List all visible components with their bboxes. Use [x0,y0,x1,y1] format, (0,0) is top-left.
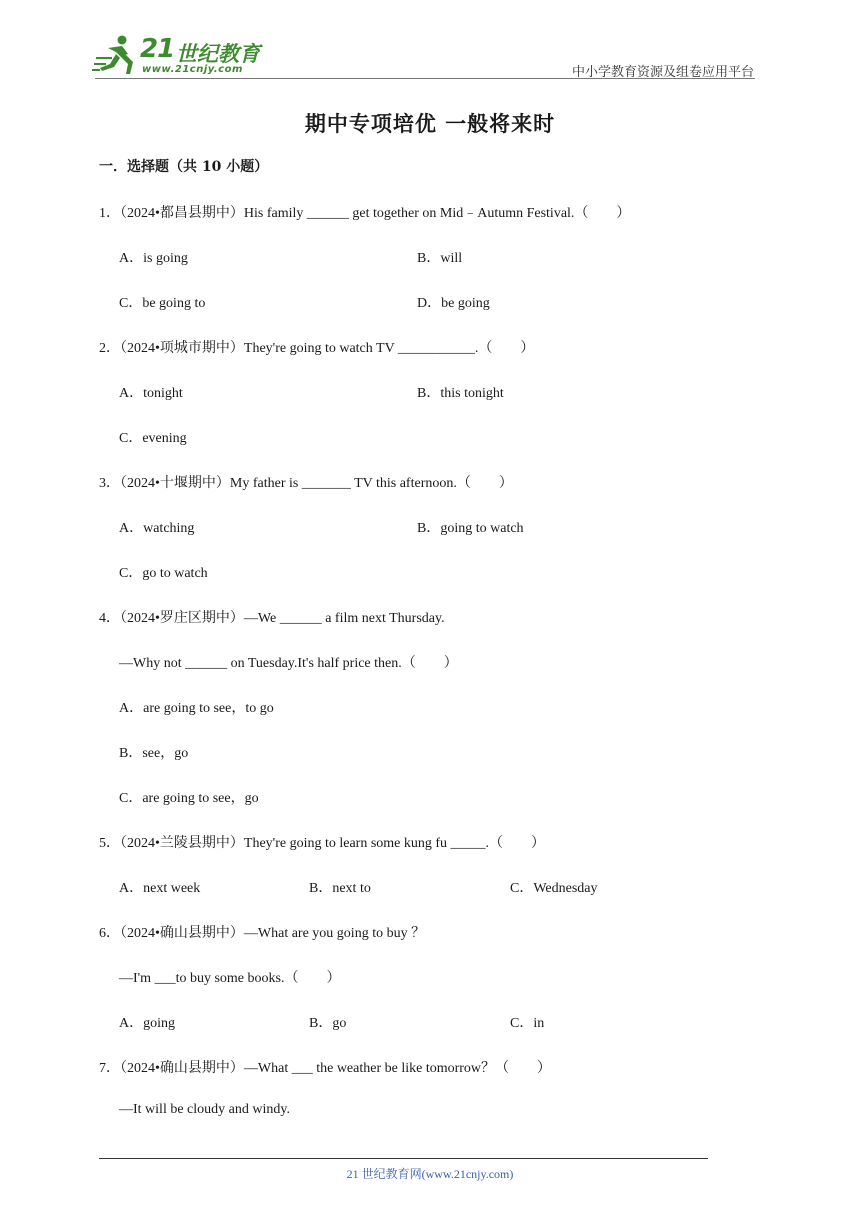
footer-link[interactable]: 21 世纪教育网(www.21cnjy.com) [346,1167,514,1181]
question-5-option-b[interactable]: B．next to [309,881,371,896]
question-3-option-b[interactable]: B．going to watch [417,521,524,536]
page-title: 期中专项培优 一般将来时 [304,111,556,136]
question-1-option-b[interactable]: B．will [417,251,463,266]
question-2-option-a[interactable]: A．tonight [119,386,183,401]
question-2-option-b[interactable]: B．this tonight [417,386,504,401]
question-5-option-c[interactable]: C．Wednesday [510,881,598,896]
question-4-stem: 4．（2024•罗庄区期中）—We ______ a film next Thursday. [99,611,445,626]
header-divider [95,78,755,79]
question-4-option-b[interactable]: B．see，go [119,746,189,761]
question-1-option-d[interactable]: D．be going [417,296,490,311]
question-4-option-a[interactable]: A．are going to see，to go [119,701,274,716]
question-5-option-a[interactable]: A．next week [119,881,201,896]
question-1-stem: 1．（2024•都昌县期中）His family ______ get together on Mid﹣Autumn Festival.（ ） [99,206,631,221]
question-6-stem: 6．（2024•确山县期中）—What are you going to buy ？ [99,926,426,941]
question-3-stem: 3．（2024•十堰期中）My father is _______ TV this afternoon.（ ） [99,476,513,491]
question-6-stem-2: —I'm ___to buy some books.（ ） [119,971,341,986]
question-1-option-c[interactable]: C．be going to [119,296,206,311]
logo-name: 世纪教育 [176,42,260,66]
logo [92,34,262,78]
question-1-option-a[interactable]: A．is going [119,251,188,266]
question-2-stem: 2．（2024•项城市期中）They're going to watch TV ___________.（ ） [99,341,535,356]
question-6-option-a[interactable]: A．going [119,1016,175,1031]
runner-icon [92,34,140,78]
footer-divider [99,1158,708,1159]
question-2-option-c[interactable]: C．evening [119,431,187,446]
question-3-option-c[interactable]: C．go to watch [119,566,208,581]
question-6-option-b[interactable]: B．go [309,1016,347,1031]
section-heading: 一．选择题（共 10 小题） [99,159,269,175]
logo-number: 21 [140,34,175,64]
question-5-stem: 5．（2024•兰陵县期中）They're going to learn some kung fu _____.（ ） [99,836,546,851]
question-4-option-c[interactable]: C．are going to see，go [119,791,259,806]
platform-label: 中小学教育资源及组卷应用平台 [571,64,754,79]
question-4-stem-2: —Why not ______ on Tuesday.It's half price then.（ ） [119,656,458,671]
question-7-stem-2: —It will be cloudy and windy. [119,1102,290,1117]
question-6-option-c[interactable]: C．in [510,1016,545,1031]
logo-url: www.21cnjy.com [142,64,243,75]
question-7-stem: 7．（2024•确山县期中）—What ___ the weather be like tomorrow？（ ） [99,1061,552,1076]
question-3-option-a[interactable]: A．watching [119,521,195,536]
